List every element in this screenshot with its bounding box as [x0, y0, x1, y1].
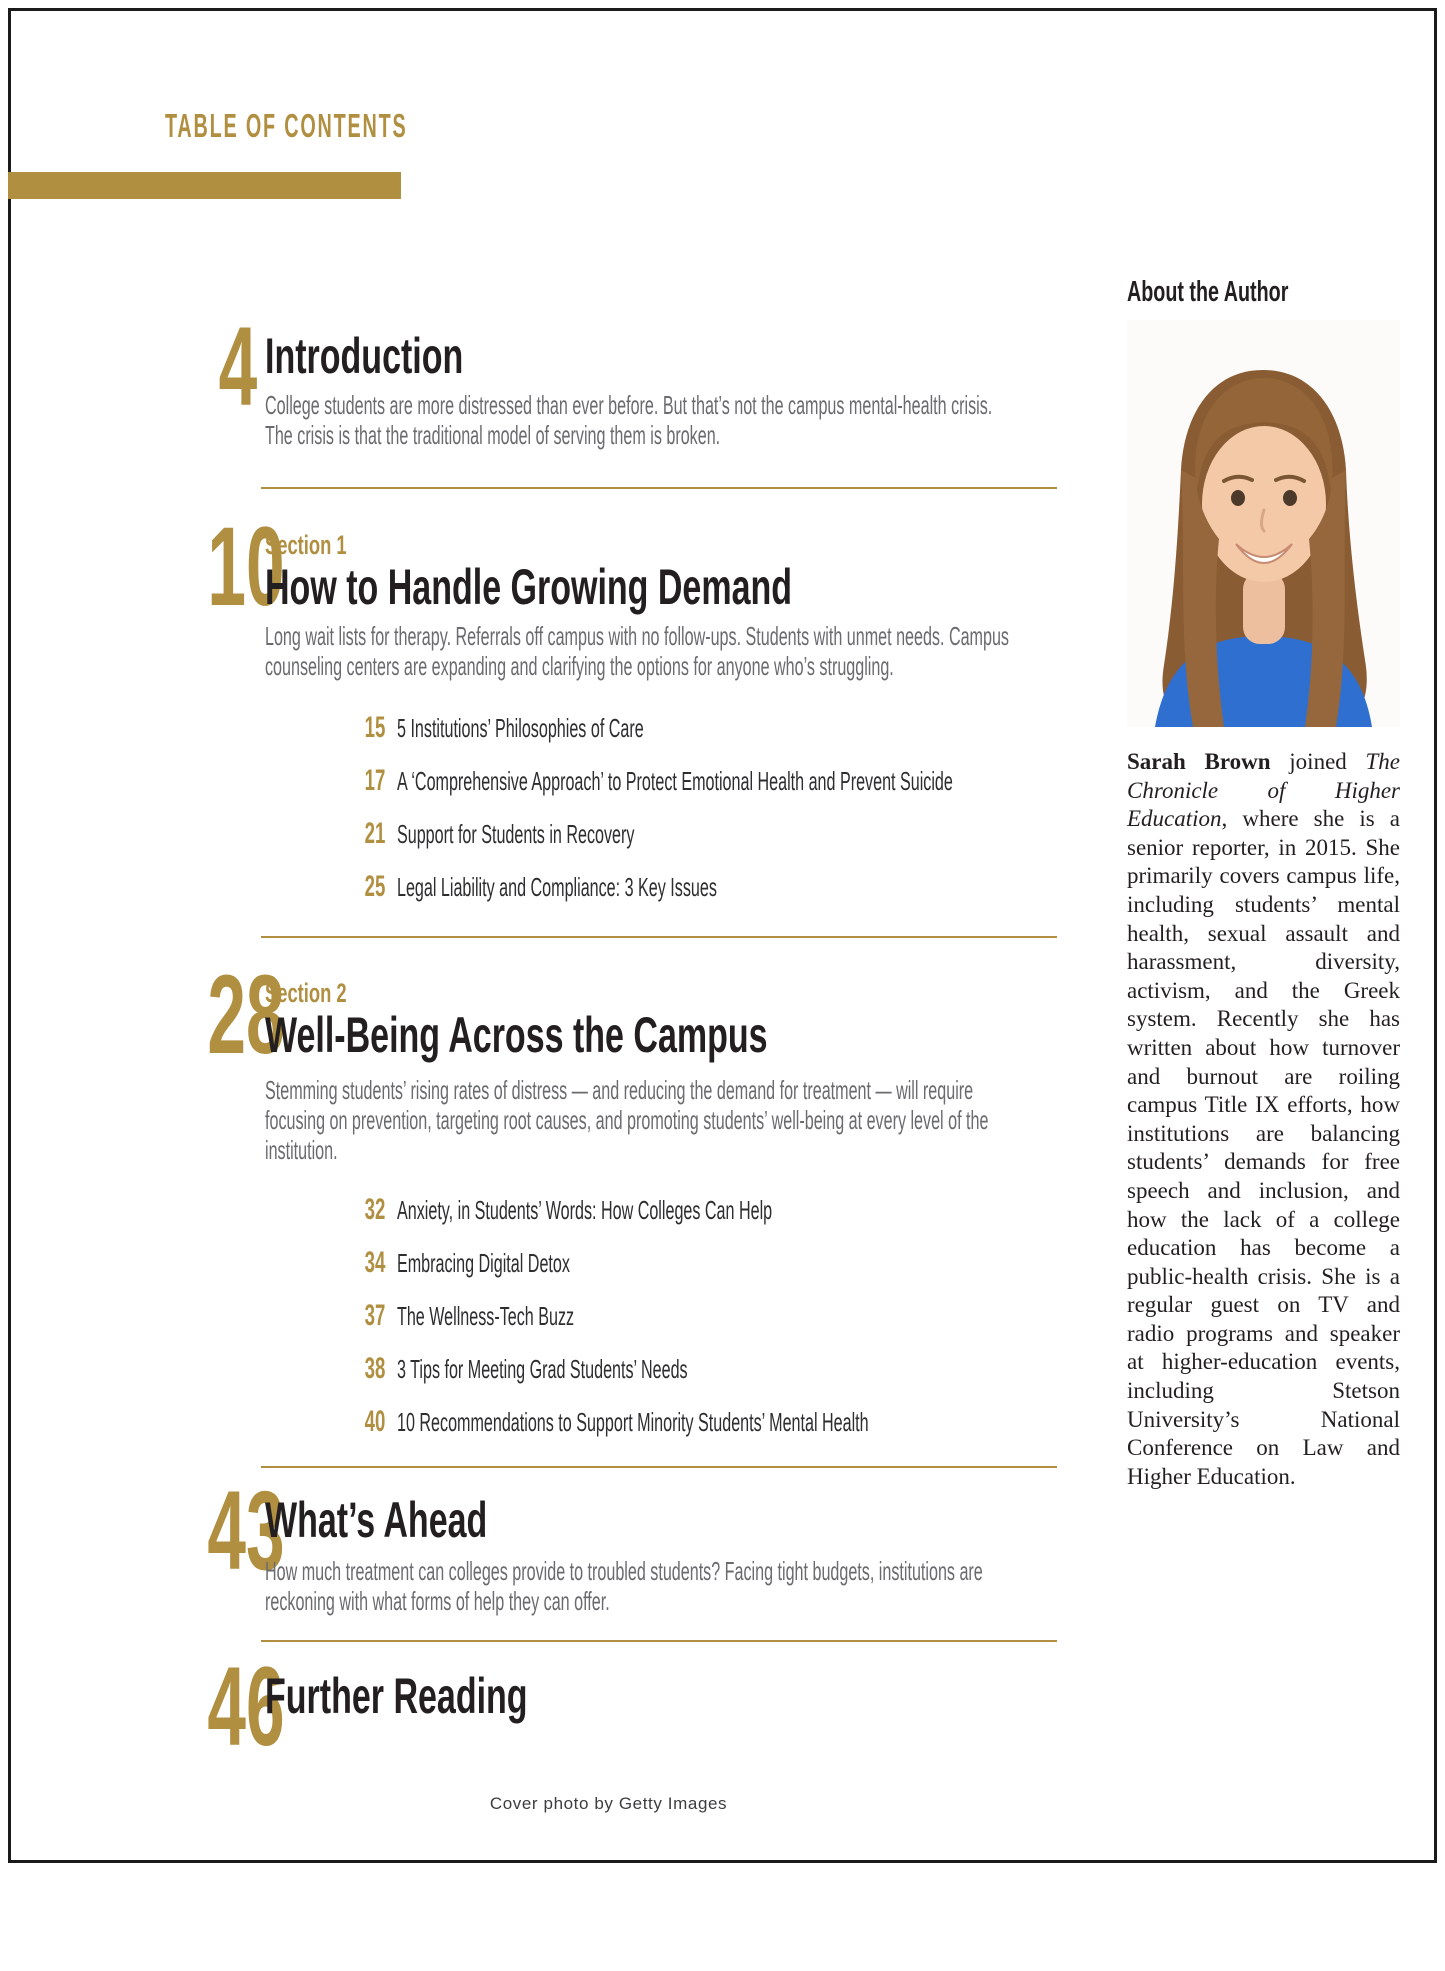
item-label: 5 Institutions’ Philosophies of Care [397, 713, 644, 743]
author-photo [1127, 320, 1400, 727]
item-label: Anxiety, in Students’ Words: How Colleges Can Help [397, 1195, 773, 1225]
item-page-number: 25 [364, 870, 385, 903]
item-page-number: 32 [364, 1193, 385, 1226]
item-page-number: 40 [364, 1405, 385, 1438]
entry-description: Long wait lists for therapy. Referrals off campus with no follow-ups. Students with unmet needs. Campus counseling centers are expanding and clarifying the options for anyone who’s struggling. [265, 621, 1009, 681]
item-page-number: 17 [364, 764, 385, 797]
publication-name: The Chronicle of Higher Education [1127, 749, 1400, 832]
entry-title[interactable]: How to Handle Growing Demand [265, 559, 793, 615]
entry-page-number: 4 [218, 304, 257, 429]
item-page-number: 34 [364, 1246, 385, 1279]
entry-title[interactable]: Further Reading [265, 1668, 528, 1724]
divider [261, 936, 1057, 938]
toc-entry-further-reading[interactable] [160, 1644, 651, 1769]
author-bio: Sarah Brown joined The Chronicle of Higher Education, where she is a senior reporter, in 2015. She primarily covers campus life, including students’ mental health, sexual assault and harassment, diversity, activism, and the Greek system. Recently she has written about how turnover and burnout are roiling campus Title IX efforts, how institutions are balancing students’ demands for free speech and inclusion, and how the lack of a college education has become a public-health crisis. She is a regular guest on TV and radio programs and speaker at higher-education events, including Stetson University’s National Conference on Law and Higher Education. [1127, 749, 1400, 1489]
item-page-number: 38 [364, 1352, 385, 1385]
cover-photo-credit: Cover photo by Getty Images [489, 1794, 728, 1813]
entry-description: College students are more distressed than ever before. But that’s not the campus mental-health crisis. The crisis is that the traditional model of serving them is broken. [265, 390, 993, 450]
item-label: 3 Tips for Meeting Grad Students’ Needs [397, 1354, 688, 1384]
section-label: Section 1 [265, 530, 347, 560]
item-page-number: 21 [364, 817, 385, 850]
item-label: The Wellness-Tech Buzz [397, 1301, 575, 1331]
entry-title[interactable]: Introduction [265, 328, 464, 384]
section-label: Section 2 [265, 978, 347, 1008]
toc-entry-whats-ahead[interactable] [160, 1468, 1445, 1616]
entry-page-number: 28 [207, 952, 285, 1077]
entry-page-number: 43 [207, 1468, 285, 1593]
gold-accent-bar [8, 172, 401, 199]
page-title: TABLE OF CONTENTS [165, 107, 408, 144]
item-page-number: 15 [364, 711, 385, 744]
entry-description: How much treatment can colleges provide to troubled students? Facing tight budgets, institutions are reckoning with what forms of help they can offer. [265, 1556, 983, 1616]
author-name: Sarah Brown [1127, 749, 1271, 774]
entry-page-number: 10 [207, 504, 285, 629]
item-label: A ‘Comprehensive Approach’ to Protect Emotional Health and Prevent Suicide [397, 766, 953, 796]
item-label: Embracing Digital Detox [397, 1248, 570, 1278]
divider [261, 487, 1057, 489]
item-page-number: 37 [364, 1299, 385, 1332]
item-label: Legal Liability and Compliance: 3 Key Issues [397, 872, 717, 902]
about-the-author-sidebar [1127, 278, 1400, 1491]
divider [261, 1640, 1057, 1642]
item-label: Support for Students in Recovery [397, 819, 635, 849]
entry-page-number: 46 [207, 1644, 285, 1769]
divider [261, 1466, 1057, 1468]
item-label: 10 Recommendations to Support Minority Students’ Mental Health [397, 1407, 869, 1437]
entry-description: Stemming students’ rising rates of distress — and reducing the demand for treatment — will require focusing on prevention, targeting root causes, and promoting students’ well-being at every level of the institution. [265, 1075, 989, 1165]
entry-title[interactable]: What’s Ahead [265, 1492, 488, 1548]
sidebar-heading: About the Author [1127, 276, 1289, 308]
entry-title[interactable]: Well-Being Across the Campus [265, 1007, 768, 1063]
